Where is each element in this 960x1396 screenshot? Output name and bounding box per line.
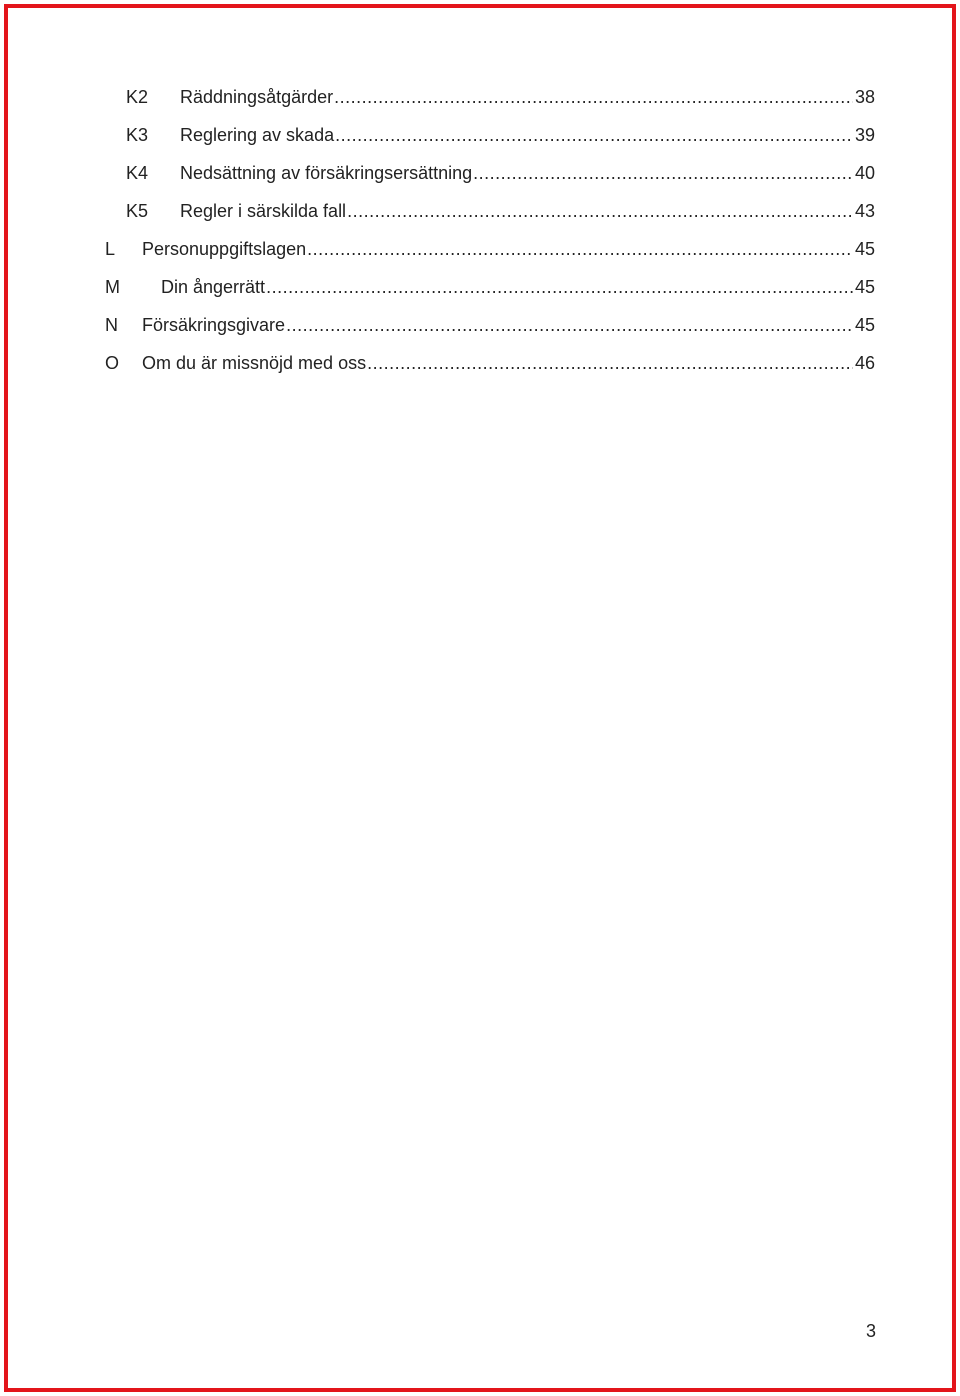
toc-dot-leader — [473, 161, 853, 185]
toc-entry-title: Regler i särskilda fall — [180, 201, 347, 221]
toc-entry-page: 45 — [854, 315, 875, 335]
toc-dot-leader — [347, 199, 853, 223]
toc-entry-page: 39 — [854, 125, 875, 145]
toc-entry-k2[interactable] — [126, 85, 875, 109]
toc-dot-leader — [367, 351, 853, 375]
toc-dot-leader — [266, 275, 853, 299]
toc-entry-page: 43 — [854, 201, 875, 221]
toc-dot-leader — [286, 313, 853, 337]
page-number: 3 — [865, 1321, 876, 1341]
toc-dot-leader — [307, 237, 853, 261]
toc-entry-number: O — [105, 353, 120, 373]
toc-dot-leader — [334, 85, 853, 109]
toc-entry-k5[interactable] — [126, 199, 875, 223]
toc-entry-number: K2 — [126, 87, 149, 107]
toc-entry-number: M — [105, 277, 120, 297]
toc-entry-number: K3 — [126, 125, 149, 145]
toc-entry-number: K5 — [126, 201, 149, 221]
toc-entry-title: Nedsättning av försäkringsersättning — [180, 163, 473, 183]
toc-entry-o[interactable] — [105, 351, 875, 375]
toc-entry-title: Personuppgiftslagen — [142, 239, 307, 259]
toc-entry-page: 38 — [854, 87, 875, 107]
toc-entry-title: Din ångerrätt — [161, 277, 266, 297]
toc-entry-k3[interactable] — [126, 123, 875, 147]
toc-entry-page: 45 — [854, 239, 875, 259]
toc-entry-page: 40 — [854, 163, 875, 183]
toc-entry-k4[interactable] — [126, 161, 875, 185]
toc-entry-title: Reglering av skada — [180, 125, 335, 145]
toc-entry-number: N — [105, 315, 118, 335]
toc-entry-title: Om du är missnöjd med oss — [142, 353, 367, 373]
toc-entry-page: 46 — [854, 353, 875, 373]
toc-dot-leader — [335, 123, 853, 147]
toc-entry-number: L — [105, 239, 116, 259]
toc-entry-l[interactable] — [105, 237, 875, 261]
toc-entry-title: Försäkringsgivare — [142, 315, 286, 335]
toc-entry-number: K4 — [126, 163, 149, 183]
toc-entry-page: 45 — [854, 277, 875, 297]
toc-entry-title: Räddningsåtgärder — [180, 87, 334, 107]
toc-entry-n[interactable] — [105, 313, 875, 337]
toc-entry-m[interactable] — [105, 275, 875, 299]
